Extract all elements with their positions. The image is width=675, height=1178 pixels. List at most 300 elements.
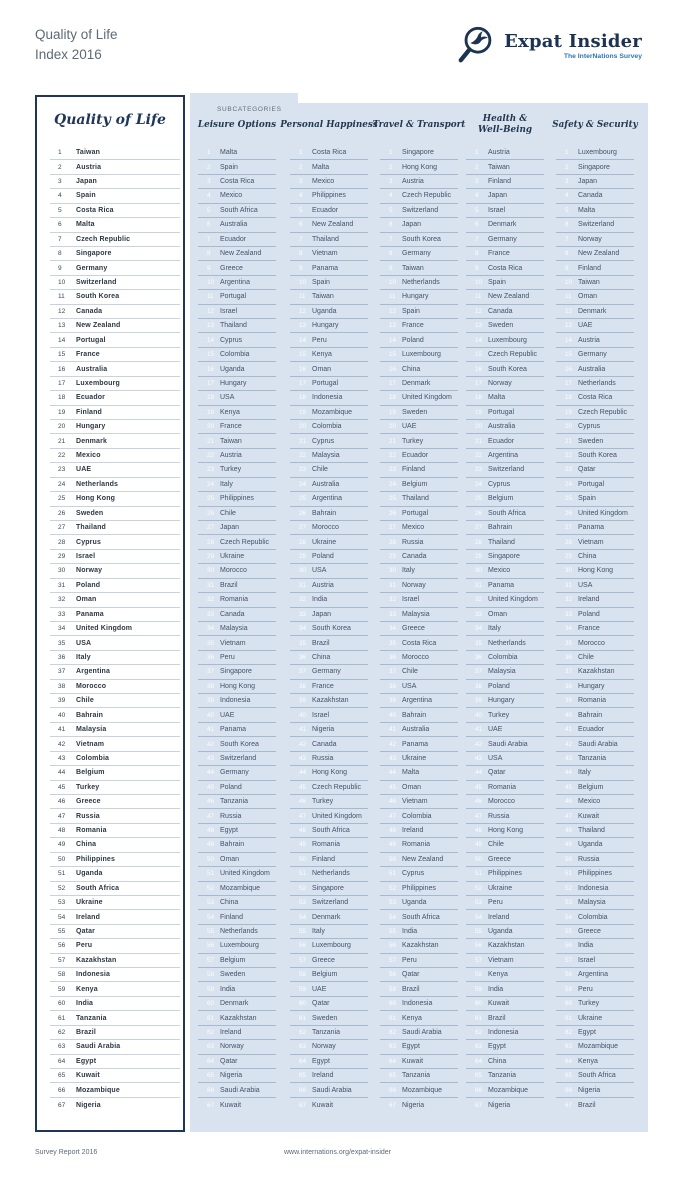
country-name: Kenya [402,1014,422,1022]
country-name: Australia [312,480,340,488]
rank-number: 59 [299,985,307,993]
ranking-row [290,636,368,650]
rank-number: 26 [58,509,66,517]
rank-number: 9 [58,264,62,272]
ranking-row [556,680,634,694]
country-name: China [578,553,597,561]
country-name: Nigeria [488,1101,511,1109]
ranking-row [380,507,458,521]
rank-number: 13 [207,322,215,330]
ranking-row [50,521,180,535]
rank-number: 43 [565,754,573,762]
rank-number: 18 [58,394,66,402]
rank-number: 7 [207,235,211,243]
rank-number: 19 [565,408,573,416]
ranking-row [556,1098,634,1112]
rank-number: 4 [475,192,479,200]
ranking-row [466,853,544,867]
ranking-row [466,766,544,780]
country-name: USA [312,567,327,575]
subcategory-column-leisure-options [198,103,276,1112]
rank-number: 59 [207,985,215,993]
country-name: France [578,625,600,633]
country-name: Nigeria [578,1086,601,1094]
ranking-row [380,247,458,261]
rank-number: 58 [389,971,397,979]
country-name: South Africa [578,1072,616,1080]
rank-number: 25 [299,495,307,503]
ranking-row [198,319,276,333]
country-name: Qatar [488,769,506,777]
ranking-row [380,261,458,275]
rank-number: 32 [207,596,215,604]
rank-number: 43 [58,754,66,762]
ranking-row [556,781,634,795]
rank-number: 42 [58,740,66,748]
rank-number: 2 [207,163,211,171]
ranking-row [380,146,458,160]
rank-number: 45 [207,783,215,791]
ranking-row [466,680,544,694]
rank-number: 46 [58,798,66,806]
rank-number: 29 [389,553,397,561]
country-name: Turkey [578,1000,600,1008]
rank-number: 36 [565,653,573,661]
country-name: Finland [220,913,243,921]
ranking-row [556,795,634,809]
ranking-row [290,478,368,492]
rank-number: 16 [58,365,66,373]
ranking-row [380,752,458,766]
rank-number: 50 [475,855,483,863]
country-name: France [76,351,100,359]
country-name: Cyprus [220,336,243,344]
country-name: Ukraine [76,899,103,907]
ranking-row [380,737,458,751]
ranking-row [556,160,634,174]
rank-number: 51 [207,870,215,878]
country-name: Taiwan [578,279,600,286]
country-name: United Kingdom [312,812,362,820]
ranking-row [556,564,634,578]
rank-number: 67 [299,1101,307,1109]
country-name: South Africa [220,206,258,214]
quality-of-life-ranking-panel [35,95,185,1132]
ranking-row [290,752,368,766]
rank-number: 40 [58,711,66,719]
ranking-row [380,636,458,650]
country-name: Colombia [312,423,342,431]
rank-number: 57 [299,956,307,964]
country-name: UAE [488,726,503,734]
ranking-row [50,391,180,405]
ranking-row [198,377,276,391]
ranking-row [198,1055,276,1069]
rank-number: 21 [299,437,307,445]
ranking-row [290,391,368,405]
ranking-row [50,1069,180,1083]
rank-number: 64 [207,1057,215,1065]
country-name: Norway [220,1043,244,1051]
ranking-row [198,593,276,607]
rank-number: 19 [299,408,307,416]
rank-number: 40 [207,711,215,719]
country-name: Germany [488,235,517,243]
country-name: Peru [488,899,503,907]
ranking-row [50,290,180,304]
ranking-row [50,146,180,160]
ranking-row [198,896,276,910]
country-name: Tanzania [312,1028,341,1036]
country-name: Ireland [488,913,510,921]
ranking-row [290,925,368,939]
ranking-row [198,853,276,867]
country-name: Uganda [76,870,103,878]
rank-number: 4 [565,192,569,200]
rank-number: 17 [389,379,397,387]
country-name: Belgium [488,495,514,503]
rank-number: 3 [475,178,479,186]
country-name: Russia [488,812,510,820]
country-name: Japan [488,192,508,200]
ranking-row [290,824,368,838]
ranking-row [198,1083,276,1097]
rank-number: 31 [565,581,573,589]
ranking-row [198,737,276,751]
country-name: Denmark [488,221,517,229]
ranking-row [290,1055,368,1069]
ranking-row [50,665,180,679]
ranking-row [556,521,634,535]
ranking-row [466,305,544,319]
ranking-row [380,1011,458,1025]
ranking-row [466,434,544,448]
country-name: Switzerland [402,206,439,214]
rank-number: 38 [58,682,66,690]
rank-number: 61 [565,1014,573,1022]
rank-number: 65 [389,1072,397,1080]
rank-number: 38 [207,682,215,690]
country-name: Luxembourg [402,351,441,359]
country-name: Spain [312,279,330,286]
ranking-row [380,550,458,564]
country-name: Italy [402,567,415,575]
ranking-row [466,564,544,578]
country-name: Chile [76,697,94,705]
rank-number: 7 [389,235,393,243]
rank-number: 25 [475,495,483,503]
country-name: New Zealand [220,250,262,258]
ranking-row [380,276,458,290]
country-name: Malta [76,221,95,229]
ranking-row [466,204,544,218]
ranking-row [198,708,276,722]
rank-number: 49 [475,841,483,849]
ranking-row [198,954,276,968]
ranking-row [380,377,458,391]
country-name: Vietnam [312,250,338,258]
country-name: India [578,942,594,950]
country-name: Ukraine [488,884,513,892]
country-name: Egypt [220,827,238,835]
ranking-row [50,867,180,881]
country-name: UAE [578,322,593,330]
country-name: Spain [488,279,506,286]
ranking-row [556,694,634,708]
country-name: Nigeria [76,1101,101,1109]
ranking-row [380,781,458,795]
country-name: Morocco [578,639,605,647]
country-name: Netherlands [220,927,258,935]
subcategory-list-safety-security [556,146,634,1112]
ranking-row [380,1069,458,1083]
country-name: Malta [220,149,238,157]
country-name: Uganda [220,365,245,373]
rank-number: 64 [58,1057,66,1065]
ranking-row [380,218,458,232]
rank-number: 39 [207,697,215,705]
rank-number: 65 [299,1072,307,1080]
country-name: Argentina [578,971,608,979]
rank-number: 67 [207,1101,215,1109]
country-name: Mexico [402,524,425,532]
country-name: Taiwan [488,163,510,171]
ranking-row [198,521,276,535]
country-name: Panama [76,610,104,618]
rank-number: 24 [565,480,573,488]
ranking-row [380,189,458,203]
ranking-row [290,434,368,448]
rank-number: 38 [389,682,397,690]
ranking-row [50,276,180,290]
country-name: Switzerland [312,899,349,907]
country-name: Germany [76,264,108,272]
country-name: Morocco [76,682,107,690]
rank-number: 62 [475,1028,483,1036]
ranking-row [466,319,544,333]
ranking-row [380,723,458,737]
country-name: Italy [76,653,91,661]
ranking-row [290,1026,368,1040]
ranking-row [50,579,180,593]
country-name: United Kingdom [402,394,452,402]
ranking-row [466,1069,544,1083]
ranking-row [380,160,458,174]
ranking-row [556,276,634,290]
country-name: USA [220,394,235,402]
rank-number: 34 [207,625,215,633]
country-name: Poland [312,553,334,561]
rank-number: 21 [389,437,397,445]
ranking-row [290,680,368,694]
rank-number: 37 [58,668,66,676]
country-name: Tanzania [76,1014,107,1022]
ranking-row [556,867,634,881]
country-name: Greece [578,927,601,935]
ranking-row [50,319,180,333]
rank-number: 52 [565,884,573,892]
ranking-row [556,290,634,304]
country-name: Hong Kong [312,769,348,777]
rank-number: 44 [475,769,483,777]
rank-number: 3 [389,178,393,186]
rank-number: 56 [58,942,66,950]
rank-number: 48 [389,827,397,835]
rank-number: 12 [299,307,307,315]
ranking-row [556,939,634,953]
rank-number: 36 [299,653,307,661]
rank-number: 55 [389,927,397,935]
rank-number: 36 [389,653,397,661]
ranking-row [290,1083,368,1097]
ranking-row [50,723,180,737]
country-name: USA [488,754,503,762]
country-name: Mozambique [488,1086,529,1094]
ranking-row [380,622,458,636]
ranking-row [380,651,458,665]
ranking-row [198,420,276,434]
rank-number: 11 [207,293,214,301]
rank-number: 6 [299,221,303,229]
rank-number: 11 [475,293,482,301]
rank-number: 42 [389,740,397,748]
rank-number: 3 [58,178,62,186]
ranking-row [380,420,458,434]
rank-number: 5 [389,206,393,214]
country-name: Hungary [402,293,429,301]
country-name: Netherlands [578,379,616,387]
rank-number: 8 [207,250,211,258]
country-name: Costa Rica [578,394,613,402]
rank-number: 66 [207,1086,215,1094]
country-name: Kazakhstan [402,942,439,950]
country-name: France [220,423,242,431]
country-name: Colombia [402,812,432,820]
rank-number: 52 [58,884,66,892]
ranking-row [290,997,368,1011]
country-name: Italy [220,480,233,488]
rank-number: 34 [299,625,307,633]
ranking-row [198,838,276,852]
ranking-row [466,896,544,910]
country-name: Hong Kong [402,163,438,171]
ranking-row [556,261,634,275]
ranking-row [466,550,544,564]
country-name: South Korea [488,365,527,373]
ranking-row [556,608,634,622]
rank-number: 39 [389,697,397,705]
country-name: Brazil [76,1028,96,1036]
ranking-row [290,737,368,751]
ranking-row [466,1098,544,1112]
country-name: Mexico [76,452,101,460]
rank-number: 8 [389,250,393,258]
ranking-row [556,1083,634,1097]
rank-number: 21 [565,437,573,445]
rank-number: 9 [299,264,303,272]
ranking-row [466,939,544,953]
ranking-row [466,1083,544,1097]
rank-number: 28 [207,538,215,546]
rank-number: 51 [58,870,66,878]
ranking-row [466,925,544,939]
rank-number: 41 [207,726,215,734]
rank-number: 66 [299,1086,307,1094]
rank-number: 42 [565,740,573,748]
rank-number: 43 [475,754,483,762]
country-name: Qatar [578,466,596,474]
ranking-row [466,593,544,607]
rank-number: 25 [207,495,215,503]
ranking-row [290,579,368,593]
ranking-row [50,1083,180,1097]
country-name: Qatar [312,1000,330,1008]
rank-number: 37 [565,668,573,676]
country-name: Cyprus [488,480,511,488]
country-name: Israel [488,206,506,214]
country-name: China [402,365,421,373]
rank-number: 13 [58,322,66,330]
ranking-row [290,420,368,434]
rank-number: 27 [207,524,215,532]
rank-number: 35 [58,639,66,647]
country-name: Russia [76,812,100,820]
ranking-row [556,1069,634,1083]
rank-number: 26 [565,509,573,517]
ranking-row [466,377,544,391]
ranking-row [50,766,180,780]
rank-number: 21 [207,437,215,445]
ranking-row [466,492,544,506]
ranking-row [380,853,458,867]
rank-number: 11 [565,293,572,301]
rank-number: 19 [207,408,215,416]
rank-number: 31 [389,581,397,589]
rank-number: 12 [475,307,483,315]
ranking-row [556,319,634,333]
ranking-row [556,838,634,852]
ranking-row [50,406,180,420]
rank-number: 54 [58,913,66,921]
rank-number: 19 [475,408,483,416]
ranking-row [50,507,180,521]
ranking-row [290,276,368,290]
ranking-row [556,420,634,434]
rank-number: 57 [475,956,483,964]
ranking-row [50,939,180,953]
ranking-row [556,1011,634,1025]
subcategory-column-health-well-being [466,103,544,1112]
ranking-row [290,333,368,347]
rank-number: 45 [565,783,573,791]
country-name: Turkey [76,783,100,791]
rank-number: 13 [389,322,397,330]
rank-number: 34 [389,625,397,633]
ranking-row [380,362,458,376]
country-name: Ireland [402,827,424,835]
rank-number: 39 [299,697,307,705]
rank-number: 28 [299,538,307,546]
country-name: Romania [220,596,249,604]
ranking-row [380,579,458,593]
rank-number: 14 [389,336,397,344]
rank-number: 9 [207,264,211,272]
rank-number: 4 [58,192,62,200]
country-name: Belgium [578,783,604,791]
country-name: Nigeria [312,726,335,734]
country-name: Chile [220,509,236,517]
ranking-row [198,579,276,593]
